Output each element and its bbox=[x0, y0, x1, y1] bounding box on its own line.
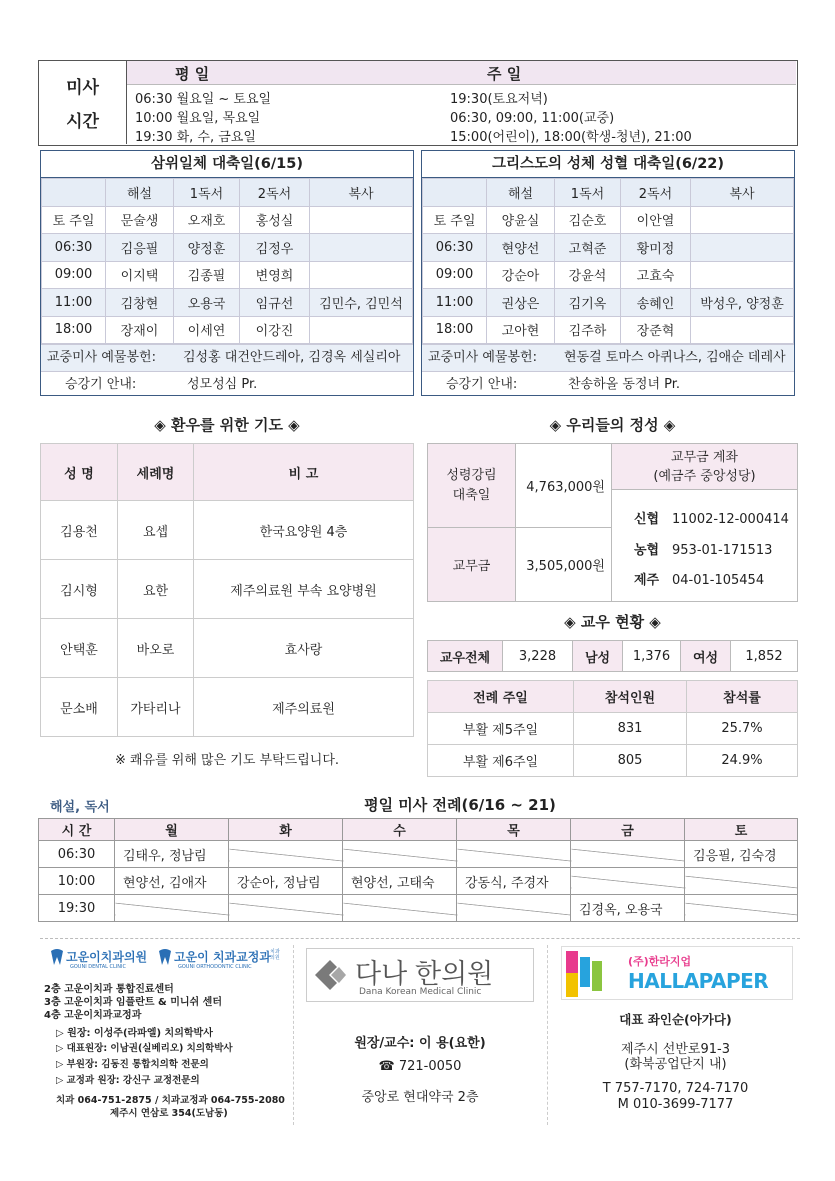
table-cell: 현양선 bbox=[487, 234, 555, 262]
dana-phone: 721-0050 bbox=[398, 1059, 462, 1074]
ascension-label: 승강기 안내: bbox=[446, 377, 518, 392]
table-cell: 김정우 bbox=[240, 234, 310, 262]
table-cell: 805 bbox=[574, 745, 687, 777]
account-line bbox=[634, 569, 764, 588]
table-cell: 제주의료원 부속 요양병원 bbox=[194, 560, 414, 619]
empty-cell bbox=[685, 868, 798, 895]
ads-divider bbox=[40, 938, 800, 939]
readings-box-trinity bbox=[40, 150, 414, 396]
sunday-mass-line: 06:30, 09:00, 11:00(교중) bbox=[450, 111, 615, 126]
mass-label-1: 미사 bbox=[66, 78, 99, 99]
table-cell: 이지택 bbox=[106, 261, 174, 289]
mass-times-box bbox=[38, 60, 798, 146]
members-female-value: 1,852 bbox=[731, 641, 798, 672]
table-row bbox=[42, 206, 413, 234]
table-cell: 변영희 bbox=[240, 261, 310, 289]
dental-staff: ▷ 원장: 이성주(라파엘) 치의학박사 bbox=[56, 1028, 213, 1039]
table-cell: 김주하 bbox=[555, 316, 621, 344]
dana-sub: Dana Korean Medical Clinic bbox=[359, 987, 482, 997]
dental-staff: ▷ 대표원장: 이남권(실베리오) 치의학박사 bbox=[56, 1043, 233, 1054]
table-cell: 김종필 bbox=[174, 261, 240, 289]
empty-cell bbox=[571, 841, 685, 868]
table-cell: 24.9% bbox=[687, 745, 798, 777]
table-cell: 18:00 bbox=[42, 316, 106, 344]
table-cell: 강동식, 주경자 bbox=[457, 868, 571, 895]
halla-mobile: M 010-3699-7177 bbox=[617, 1097, 734, 1112]
table-cell: 김기옥 bbox=[555, 289, 621, 317]
table-cell: 효사랑 bbox=[194, 619, 414, 678]
attendance-table bbox=[427, 680, 798, 777]
phone-icon: ☎ bbox=[378, 1059, 399, 1074]
table-cell: 09:00 bbox=[42, 261, 106, 289]
table-cell: 한국요양원 4층 bbox=[194, 501, 414, 560]
header-cell: 비 고 bbox=[194, 444, 414, 501]
readings-table bbox=[422, 178, 794, 344]
table-cell: 이안열 bbox=[621, 206, 691, 234]
header-cell: 화 bbox=[229, 819, 343, 841]
header-cell: 시 간 bbox=[39, 819, 115, 841]
readings-box-corpus-christi bbox=[421, 150, 795, 396]
weekday-header-row bbox=[39, 819, 798, 841]
ads-divider-right bbox=[547, 945, 548, 1125]
table-row bbox=[41, 501, 414, 560]
halla-tel: T 757-7170, 724-7170 bbox=[602, 1081, 749, 1096]
table-cell: 강순아, 정남림 bbox=[229, 868, 343, 895]
empty-cell bbox=[457, 841, 571, 868]
table-cell: 요셉 bbox=[118, 501, 194, 560]
readings-header-row bbox=[423, 179, 794, 207]
table-row bbox=[423, 234, 794, 262]
header-cell: 해설 bbox=[106, 179, 174, 207]
table-cell bbox=[691, 261, 794, 289]
offering-item-label bbox=[428, 444, 516, 528]
table-cell: 요한 bbox=[118, 560, 194, 619]
header-cell: 수 bbox=[343, 819, 457, 841]
header-cell: 1독서 bbox=[174, 179, 240, 207]
table-cell bbox=[310, 206, 413, 234]
header-cell bbox=[42, 179, 106, 207]
weekday-mass-line: 19:30 화, 수, 금요일 bbox=[135, 130, 256, 145]
dana-logo-icon bbox=[313, 958, 347, 992]
dana-name-1: 다나 bbox=[355, 959, 408, 990]
header-cell: 세례명 bbox=[118, 444, 194, 501]
offering-item-label-1: 성령강림 bbox=[446, 467, 497, 483]
table-cell: 25.7% bbox=[687, 713, 798, 745]
table-cell: 고아현 bbox=[487, 316, 555, 344]
readings-title: 삼위일체 대축일(6/15) bbox=[41, 151, 413, 178]
readings-title: 그리스도의 성체 성혈 대축일(6/22) bbox=[422, 151, 794, 178]
ascension-row bbox=[422, 371, 794, 398]
members-table bbox=[427, 640, 798, 672]
empty-cell bbox=[343, 895, 457, 922]
table-cell: 이세연 bbox=[174, 316, 240, 344]
dana-address: 중앙로 현대약국 2층 bbox=[361, 1090, 479, 1105]
dental-staff: ▷ 부원장: 김동진 통합치의학 전문의 bbox=[56, 1059, 209, 1070]
table-cell bbox=[691, 234, 794, 262]
halla-logo-box bbox=[561, 946, 793, 1000]
sunday-mass-title: 주 일 bbox=[487, 65, 522, 83]
members-male-value: 1,376 bbox=[623, 641, 681, 672]
mass-label-2: 시간 bbox=[66, 111, 99, 132]
table-cell: 부활 제6주일 bbox=[428, 745, 574, 777]
dana-logo-box bbox=[306, 948, 534, 1002]
header-cell: 해설 bbox=[487, 179, 555, 207]
empty-cell bbox=[343, 841, 457, 868]
weekday-section-title: 평일 미사 전례(6/16 ~ 21) bbox=[364, 796, 556, 814]
table-row bbox=[41, 619, 414, 678]
table-cell: 바오로 bbox=[118, 619, 194, 678]
table-cell: 장재이 bbox=[106, 316, 174, 344]
table-cell: 장준혁 bbox=[621, 316, 691, 344]
table-cell: 김용천 bbox=[41, 501, 118, 560]
offering-row bbox=[422, 344, 794, 371]
table-cell: 박성우, 양정훈 bbox=[691, 289, 794, 317]
halla-logo-icon bbox=[566, 951, 616, 997]
table-cell: 안택훈 bbox=[41, 619, 118, 678]
attendance-header-row bbox=[428, 681, 798, 713]
header-cell: 전례 주일 bbox=[428, 681, 574, 713]
table-cell: 임규선 bbox=[240, 289, 310, 317]
table-row bbox=[41, 678, 414, 737]
account-title-2: (예금주 중앙성당) bbox=[653, 468, 756, 484]
readings-header-row bbox=[42, 179, 413, 207]
prayer-section-title: ◈ 환우를 위한 기도 ◈ bbox=[154, 416, 300, 434]
dental-phone: 치과 064-751-2875 / 치과교정과 064-755-2080 bbox=[56, 1095, 285, 1106]
weekday-mass-line: 06:30 월요일 ~ 토요일 bbox=[135, 92, 272, 107]
table-cell: 김경옥, 오용국 bbox=[571, 895, 685, 922]
offering-item-label-2: 대축일 bbox=[452, 487, 491, 503]
header-cell: 성 명 bbox=[41, 444, 118, 501]
offering-item-label: 교무금 bbox=[428, 528, 516, 601]
dana-clinic-ad bbox=[300, 944, 540, 1124]
table-row bbox=[428, 745, 798, 777]
table-cell: 홍성실 bbox=[240, 206, 310, 234]
account-title bbox=[612, 444, 797, 490]
offering-item-amount: 4,763,000원 bbox=[516, 444, 612, 528]
halla-address-1: 제주시 선반로91-3 bbox=[621, 1042, 730, 1057]
header-cell: 월 bbox=[115, 819, 229, 841]
offering-value: 현동걸 토마스 아퀴나스, 김애순 데레사 bbox=[564, 350, 786, 365]
header-cell: 참석인원 bbox=[574, 681, 687, 713]
table-cell bbox=[691, 206, 794, 234]
halla-name-ko: (주)한라지업 bbox=[628, 955, 692, 968]
dental-floor: 3층 고운이치과 임플란트 & 미니쉬 센터 bbox=[44, 997, 222, 1008]
table-cell: 현양선, 고태숙 bbox=[343, 868, 457, 895]
table-cell: 김응필 bbox=[106, 234, 174, 262]
halla-name-en: HALLAPAPER bbox=[628, 969, 769, 993]
table-cell: 강순아 bbox=[487, 261, 555, 289]
ascension-row bbox=[41, 371, 413, 398]
table-row bbox=[423, 206, 794, 234]
dental-logo-2-sub: GOUNI ORTHODONTIC CLINIC bbox=[178, 964, 252, 970]
table-cell: 문술생 bbox=[106, 206, 174, 234]
table-cell: 강윤석 bbox=[555, 261, 621, 289]
tooth-logo-icon bbox=[158, 948, 172, 966]
table-cell bbox=[310, 261, 413, 289]
table-cell: 고효숙 bbox=[621, 261, 691, 289]
halla-paper-ad bbox=[553, 944, 798, 1124]
offerings-box bbox=[427, 443, 798, 602]
members-section-title: ◈ 교우 현황 ◈ bbox=[564, 613, 661, 631]
account-number: 11002-12-000414 bbox=[672, 512, 789, 527]
mass-times-label bbox=[39, 61, 127, 144]
sunday-mass-line: 15:00(어린이), 18:00(학생-청년), 21:00 bbox=[450, 130, 692, 145]
members-female-label: 여성 bbox=[681, 641, 731, 672]
table-cell: 오용국 bbox=[174, 289, 240, 317]
table-cell: 권상은 bbox=[487, 289, 555, 317]
header-cell: 2독서 bbox=[240, 179, 310, 207]
halla-ceo: 대표 좌인순(아가다) bbox=[619, 1012, 732, 1027]
table-cell: 문소배 bbox=[41, 678, 118, 737]
dana-name-2: 한의원 bbox=[415, 959, 494, 990]
dental-logo-2-tag: 치과의원 bbox=[270, 949, 280, 961]
members-total-value: 3,228 bbox=[503, 641, 573, 672]
members-total-label: 교우전체 bbox=[428, 641, 503, 672]
offering-row bbox=[41, 344, 413, 371]
table-cell: 제주의료원 bbox=[194, 678, 414, 737]
table-cell: 김민수, 김민석 bbox=[310, 289, 413, 317]
dana-phone-line bbox=[300, 1059, 540, 1074]
dental-logo-2: 고운이 치과교정과 bbox=[174, 950, 271, 964]
halla-address-2: (화북공업단지 내) bbox=[624, 1057, 727, 1072]
dental-floor: 4층 고운이치과교정과 bbox=[44, 1010, 142, 1021]
header-cell: 토 bbox=[685, 819, 798, 841]
table-cell: 06:30 bbox=[423, 234, 487, 262]
table-cell bbox=[691, 316, 794, 344]
offering-label: 교중미사 예물봉헌: bbox=[428, 350, 537, 365]
weekday-schedule-table bbox=[38, 818, 798, 922]
ascension-label: 승강기 안내: bbox=[65, 377, 137, 392]
table-cell: 가타리나 bbox=[118, 678, 194, 737]
tooth-logo-icon bbox=[50, 948, 64, 966]
table-row bbox=[42, 234, 413, 262]
offering-label: 교중미사 예물봉헌: bbox=[47, 350, 156, 365]
table-cell: 831 bbox=[574, 713, 687, 745]
dana-director: 원장/교수: 이 용(요한) bbox=[354, 1036, 486, 1051]
table-cell: 양윤실 bbox=[487, 206, 555, 234]
table-row bbox=[42, 289, 413, 317]
ads-divider-left bbox=[293, 945, 294, 1125]
members-row bbox=[428, 641, 798, 672]
dental-ad bbox=[44, 944, 289, 1124]
table-cell: 황미정 bbox=[621, 234, 691, 262]
dental-logo-1-sub: GOUNI DENTAL CLINIC bbox=[70, 964, 126, 970]
table-cell: 11:00 bbox=[423, 289, 487, 317]
empty-cell bbox=[457, 895, 571, 922]
ascension-value: 성모성심 Pr. bbox=[187, 377, 258, 392]
offerings-section-title: ◈ 우리들의 정성 ◈ bbox=[549, 416, 676, 434]
time-cell: 19:30 bbox=[39, 895, 115, 922]
dental-address: 제주시 연삼로 354(도남동) bbox=[110, 1108, 228, 1119]
dental-floor: 2층 고운이치과 통합진료센터 bbox=[44, 984, 174, 995]
header-cell: 목 bbox=[457, 819, 571, 841]
table-row bbox=[39, 895, 798, 922]
table-cell: 송혜인 bbox=[621, 289, 691, 317]
bank-name: 농협 bbox=[634, 543, 660, 558]
table-cell: 김순호 bbox=[555, 206, 621, 234]
table-cell: 김시형 bbox=[41, 560, 118, 619]
weekday-mass-line: 10:00 월요일, 목요일 bbox=[135, 111, 261, 126]
table-cell: 이강진 bbox=[240, 316, 310, 344]
table-cell: 김창현 bbox=[106, 289, 174, 317]
table-cell: 양정훈 bbox=[174, 234, 240, 262]
table-row bbox=[428, 713, 798, 745]
table-row bbox=[41, 560, 414, 619]
table-cell: 09:00 bbox=[423, 261, 487, 289]
header-cell: 참석률 bbox=[687, 681, 798, 713]
table-row bbox=[423, 316, 794, 344]
table-row bbox=[423, 289, 794, 317]
mass-times-header bbox=[127, 61, 796, 85]
header-cell: 2독서 bbox=[621, 179, 691, 207]
account-line bbox=[634, 508, 789, 527]
header-cell: 1독서 bbox=[555, 179, 621, 207]
table-row bbox=[42, 316, 413, 344]
account-title-1: 교무금 계좌 bbox=[671, 449, 738, 465]
empty-cell bbox=[229, 841, 343, 868]
table-row bbox=[42, 261, 413, 289]
header-cell: 복사 bbox=[691, 179, 794, 207]
account-number: 04-01-105454 bbox=[672, 573, 765, 588]
time-cell: 10:00 bbox=[39, 868, 115, 895]
weekday-side-label: 해설, 독서 bbox=[50, 800, 110, 815]
table-cell: 18:00 bbox=[423, 316, 487, 344]
prayer-note: ※ 쾌유를 위해 많은 기도 부탁드립니다. bbox=[114, 753, 340, 768]
sunday-mass-line: 19:30(토요저녁) bbox=[450, 92, 548, 107]
table-cell: 오재호 bbox=[174, 206, 240, 234]
prayer-table bbox=[40, 443, 414, 737]
table-cell bbox=[310, 234, 413, 262]
header-cell bbox=[423, 179, 487, 207]
table-row bbox=[39, 841, 798, 868]
weekday-mass-title: 평 일 bbox=[175, 65, 210, 83]
ascension-value: 찬송하올 동정녀 Pr. bbox=[568, 377, 681, 392]
time-cell: 06:30 bbox=[39, 841, 115, 868]
table-cell: 06:30 bbox=[42, 234, 106, 262]
table-cell bbox=[310, 316, 413, 344]
account-line bbox=[634, 539, 772, 558]
bank-name: 제주 bbox=[634, 573, 660, 588]
table-cell: 김태우, 정남림 bbox=[115, 841, 229, 868]
dental-logo-1: 고운이치과의원 bbox=[66, 950, 148, 964]
bank-name: 신협 bbox=[634, 512, 660, 527]
table-cell: 부활 제5주일 bbox=[428, 713, 574, 745]
offering-item-amount: 3,505,000원 bbox=[516, 528, 612, 601]
empty-cell bbox=[115, 895, 229, 922]
header-cell: 복사 bbox=[310, 179, 413, 207]
members-male-label: 남성 bbox=[573, 641, 623, 672]
header-cell: 금 bbox=[571, 819, 685, 841]
table-cell: 고혁준 bbox=[555, 234, 621, 262]
offering-value: 김성홍 대건안드레아, 김경옥 세실리아 bbox=[183, 350, 401, 365]
table-cell: 현양선, 김애자 bbox=[115, 868, 229, 895]
empty-cell bbox=[685, 895, 798, 922]
table-row bbox=[39, 868, 798, 895]
empty-cell bbox=[229, 895, 343, 922]
account-number: 953-01-171513 bbox=[672, 543, 773, 558]
table-row bbox=[423, 261, 794, 289]
readings-table bbox=[41, 178, 413, 344]
table-cell: 토 주일 bbox=[423, 206, 487, 234]
dental-staff: ▷ 교정과 원장: 강신구 교정전문의 bbox=[56, 1075, 200, 1086]
prayer-header-row bbox=[41, 444, 414, 501]
table-cell: 11:00 bbox=[42, 289, 106, 317]
table-cell: 토 주일 bbox=[42, 206, 106, 234]
table-cell: 김응필, 김숙경 bbox=[685, 841, 798, 868]
empty-cell bbox=[571, 868, 685, 895]
